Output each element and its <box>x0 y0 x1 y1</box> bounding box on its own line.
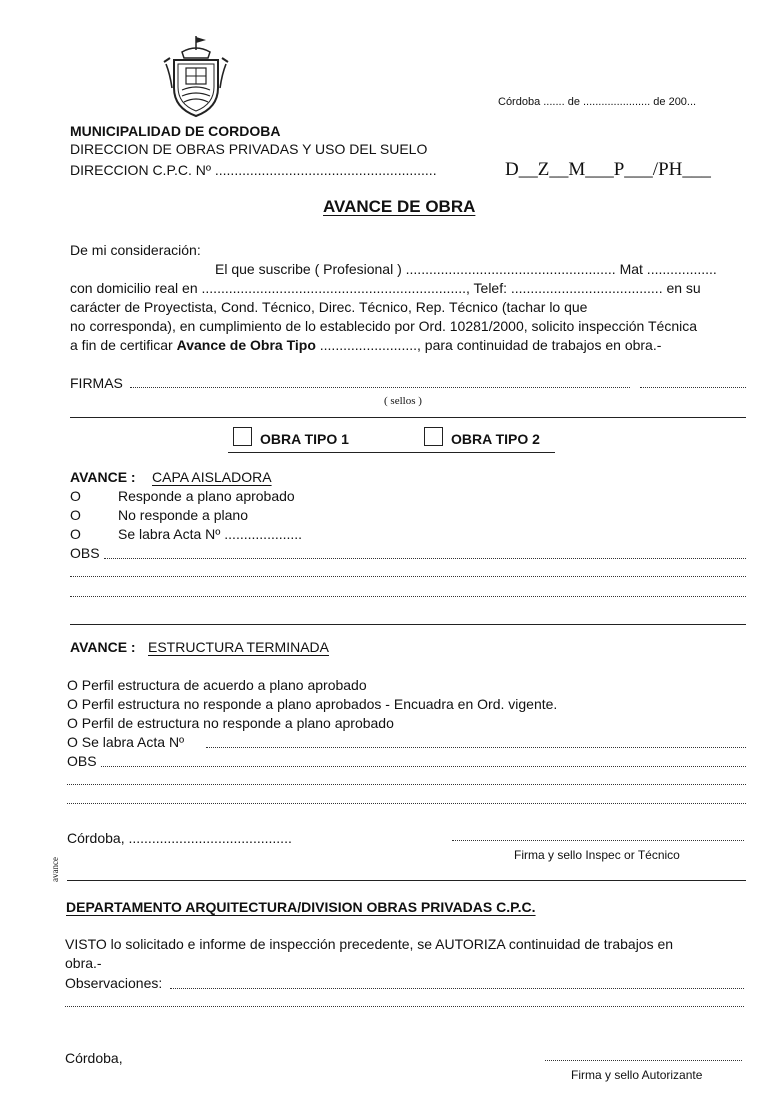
estructura-heading: ESTRUCTURA TERMINADA <box>148 639 329 655</box>
zone-codes: D__Z__M___P___/PH___ <box>505 159 711 180</box>
capa-obs-line-3[interactable] <box>70 596 746 597</box>
intro-line-5-bold: Avance de Obra Tipo <box>176 337 316 353</box>
capa-obs-label: OBS <box>70 545 100 561</box>
section-divider <box>70 624 746 625</box>
estructura-opt3[interactable]: O Perfil de estructura no responde a plano aprobado <box>67 715 394 731</box>
capa-opt1-label: Responde a plano aprobado <box>118 488 295 504</box>
intro-line-5-post: ........................., para continuidad de trabajos en obra.- <box>315 337 662 353</box>
estructura-opt2[interactable]: O Perfil estructura no responde a plano aprobados - Encuadra en Ord. vigente. <box>67 696 558 712</box>
visto-line-2: obra.- <box>65 955 102 971</box>
firmas-label: FIRMAS <box>70 375 123 391</box>
coat-of-arms-seal <box>160 34 232 120</box>
visto-line-1: VISTO lo solicitado e informe de inspección precedente, se AUTORIZA continuidad de trabajos en <box>65 936 674 952</box>
inspector-signature-caption: Firma y sello Inspec or Técnico <box>514 848 680 862</box>
capa-opt3-label: Se labra Acta Nº .................... <box>118 526 303 542</box>
intro-line-5-pre: a fin de certificar <box>70 337 177 353</box>
dept-name: DIRECCION DE OBRAS PRIVADAS Y USO DEL SUELO <box>70 141 428 157</box>
capa-obs-line-2[interactable] <box>70 576 746 577</box>
estructura-avance-label: AVANCE : <box>70 639 136 655</box>
departamento-heading: DEPARTAMENTO ARQUITECTURA/DIVISION OBRAS PRIVADAS C.P.C. <box>66 899 536 915</box>
inspector-cordoba-line: Córdoba, .......................................... <box>67 830 292 846</box>
intro-line-2: con domicilio real en ...................................................................., Telef: ....................................... en su <box>70 280 701 296</box>
greeting: De mi consideración: <box>70 242 201 258</box>
capa-opt1-marker[interactable]: O <box>70 488 81 504</box>
intro-line-3: carácter de Proyectista, Cond. Técnico, Direc. Técnico, Rep. Técnico (tachar lo que <box>70 299 588 315</box>
sellos-label: ( sellos ) <box>384 395 422 407</box>
capa-avance-label: AVANCE : <box>70 469 136 485</box>
estructura-obs-line-3[interactable] <box>67 803 746 804</box>
estructura-obs-line-1[interactable] <box>101 766 746 767</box>
page-title: AVANCE DE OBRA <box>323 197 476 216</box>
estructura-obs-line-2[interactable] <box>67 784 746 785</box>
inspector-signature-line[interactable] <box>452 840 744 841</box>
intro-line-4: no corresponda), en cumplimiento de lo establecido por Ord. 10281/2000, solicito inspección Técnica <box>70 318 697 334</box>
obra-tipo-2-label: OBRA TIPO 2 <box>451 431 540 447</box>
acta-number-line[interactable] <box>206 747 746 748</box>
estructura-obs-label: OBS <box>67 753 97 769</box>
capa-obs-line-1[interactable] <box>104 558 746 559</box>
capa-heading: CAPA AISLADORA <box>152 469 272 485</box>
obra-tipo-2-checkbox[interactable] <box>424 427 443 446</box>
section-divider <box>70 417 746 418</box>
observaciones-line-2[interactable] <box>65 1006 744 1007</box>
obra-tipo-underline <box>228 452 555 453</box>
autorizante-signature-caption: Firma y sello Autorizante <box>571 1068 703 1082</box>
intro-line-1: El que suscribe ( Profesional ) ...................................................... Mat .................. <box>215 261 717 277</box>
firmas-line-1[interactable] <box>130 387 630 388</box>
estructura-opt4[interactable]: O Se labra Acta Nº <box>67 734 185 750</box>
cpc-line: DIRECCION C.P.C. Nº ......................................................... <box>70 162 437 178</box>
capa-opt2-marker[interactable]: O <box>70 507 81 523</box>
observaciones-line-1[interactable] <box>170 988 744 989</box>
firmas-line-2[interactable] <box>640 387 746 388</box>
obra-tipo-1-checkbox[interactable] <box>233 427 252 446</box>
autorizante-signature-line[interactable] <box>545 1060 742 1061</box>
org-name: MUNICIPALIDAD DE CORDOBA <box>70 123 281 139</box>
observaciones-label: Observaciones: <box>65 975 163 991</box>
capa-opt3-marker[interactable]: O <box>70 526 81 542</box>
section-divider <box>67 880 746 881</box>
date-line: Córdoba ....... de ...................... de 200... <box>498 96 697 108</box>
side-note: avance <box>50 857 60 882</box>
intro-line-5 <box>70 337 661 353</box>
obra-tipo-1-label: OBRA TIPO 1 <box>260 431 349 447</box>
estructura-opt1[interactable]: O Perfil estructura de acuerdo a plano aprobado <box>67 677 367 693</box>
autorizante-cordoba-label: Córdoba, <box>65 1050 123 1066</box>
capa-opt2-label: No responde a plano <box>118 507 248 523</box>
